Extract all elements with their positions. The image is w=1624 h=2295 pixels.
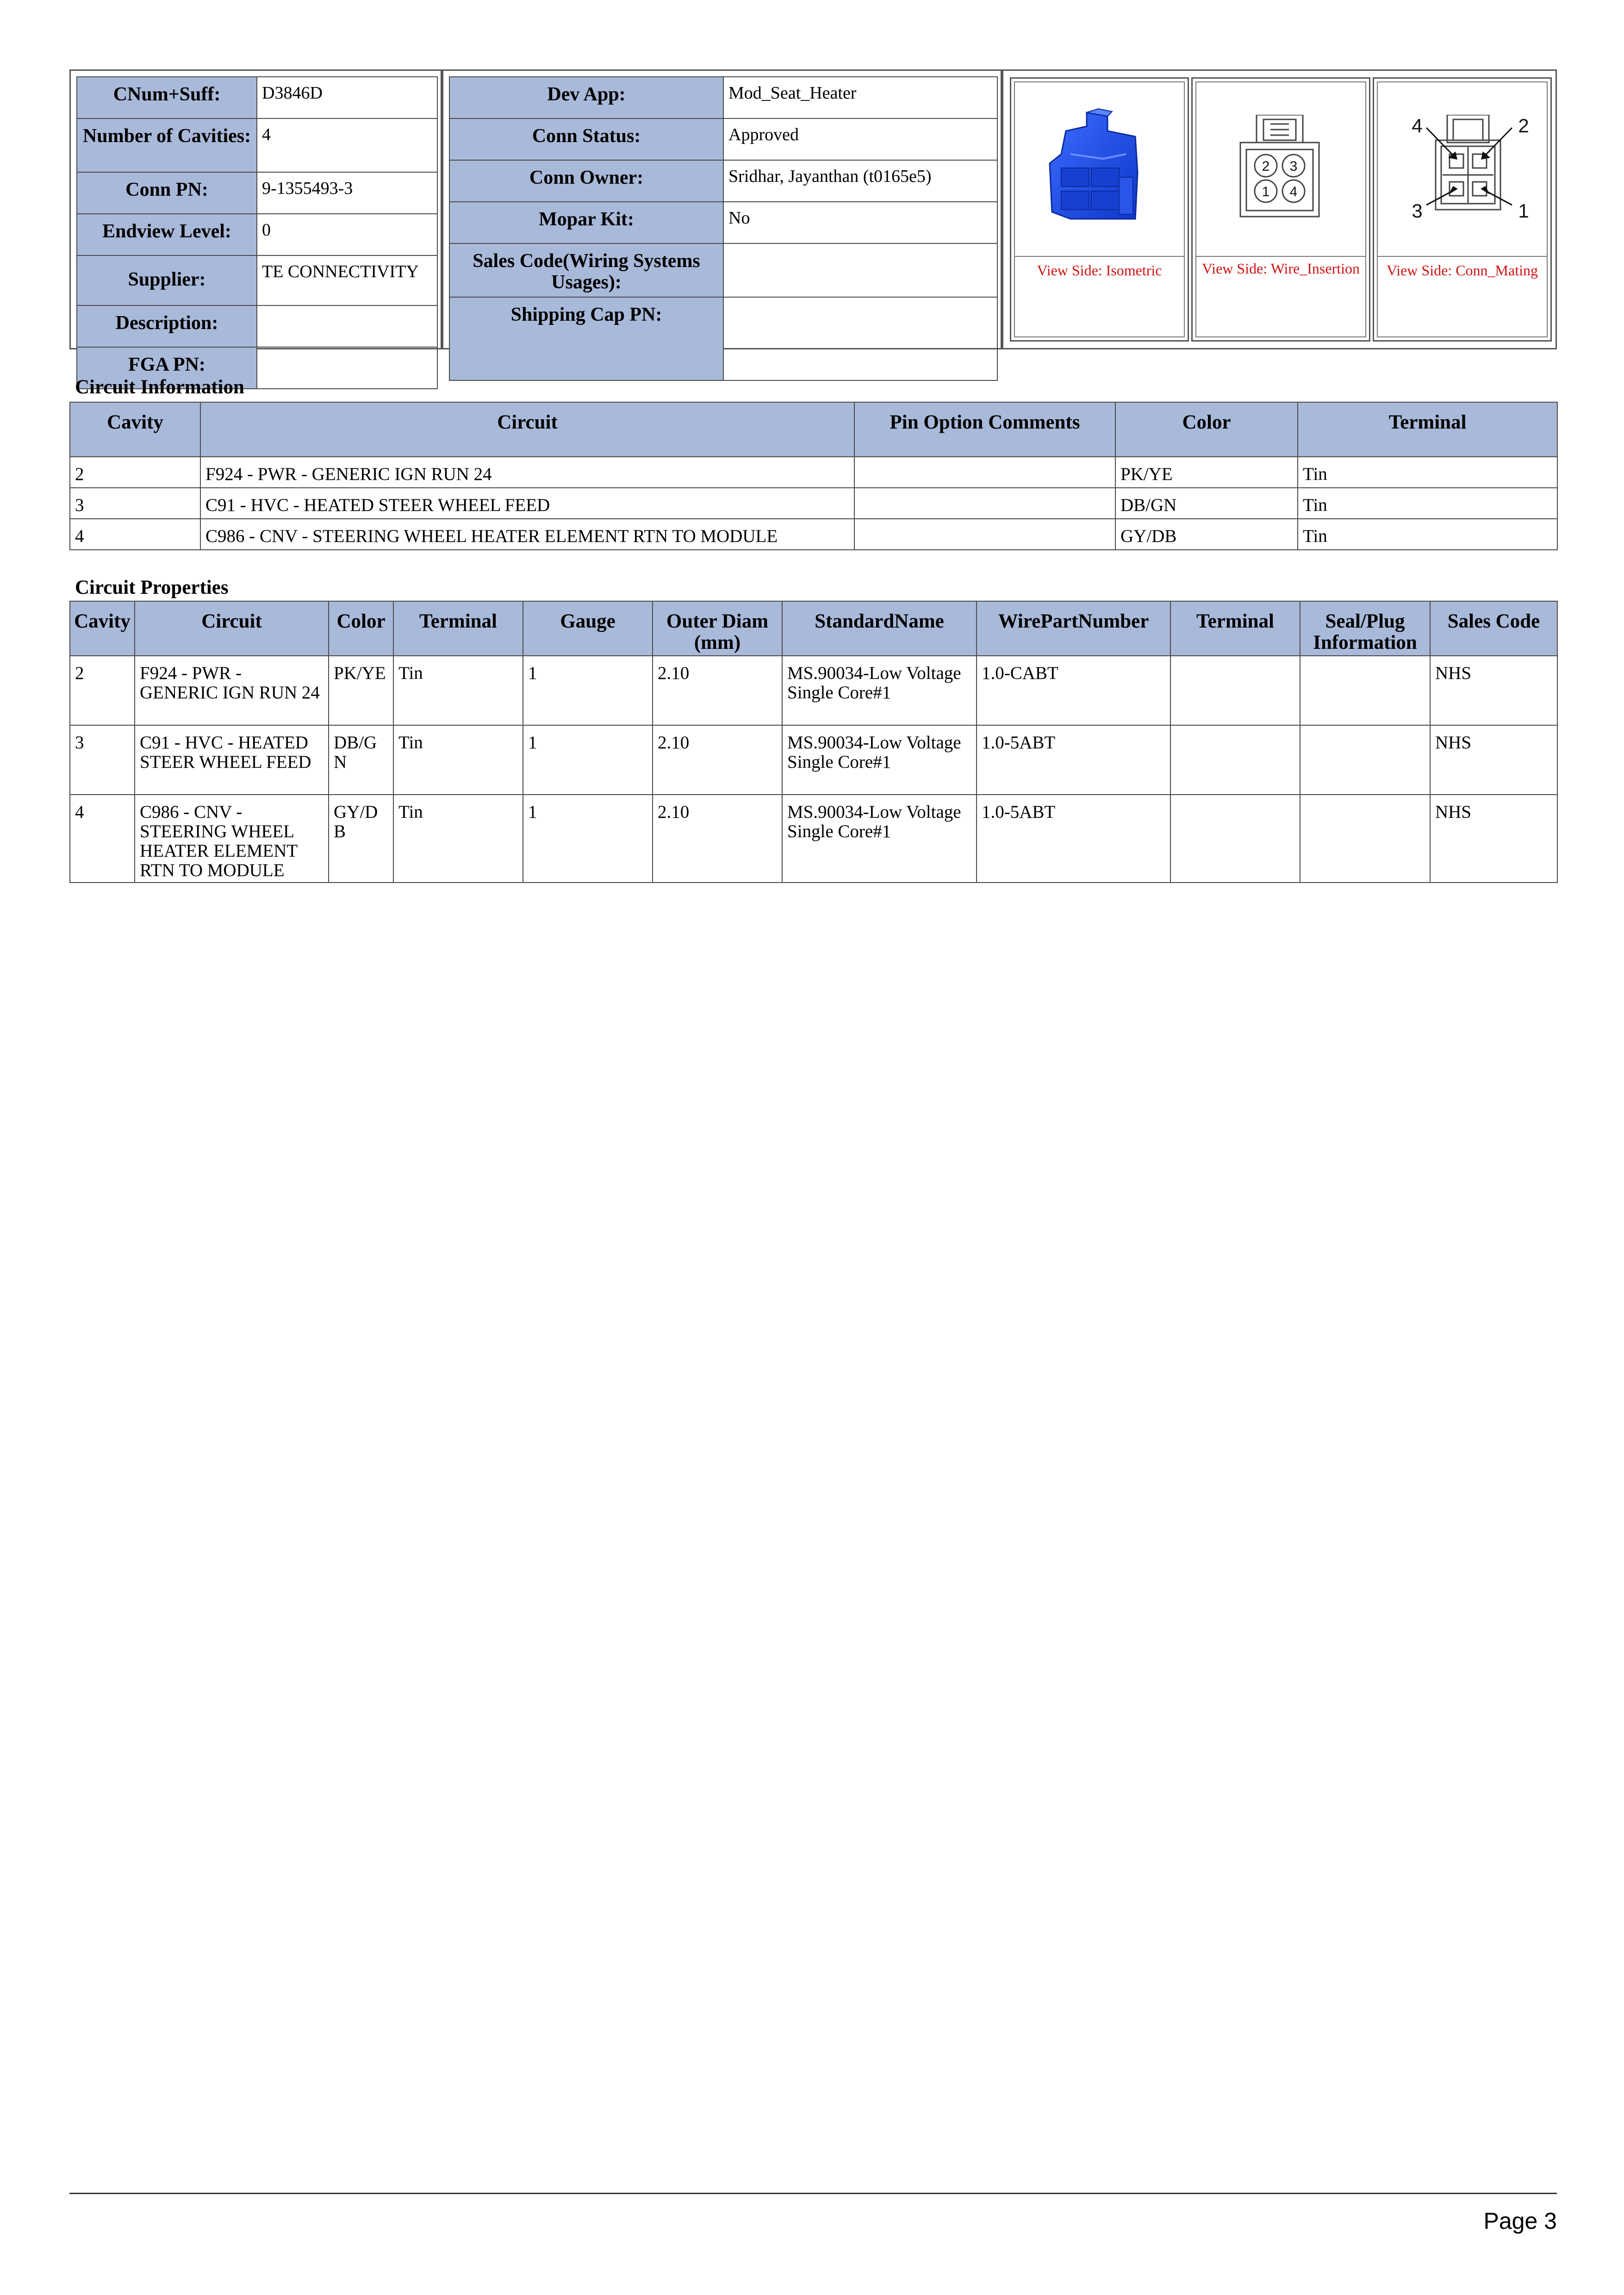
conn-pn-value: 9-1355493-3 <box>257 172 437 214</box>
cp-cell: 1.0-5ABT <box>977 795 1170 883</box>
cp-cell: 1 <box>523 725 653 795</box>
sales-code-label: Sales Code(Wiring Systems Usages): <box>449 243 723 297</box>
cp-header-sales-code: Sales Code <box>1430 601 1557 656</box>
cp-cell: 4 <box>70 795 135 883</box>
ci-cell: 4 <box>70 519 200 550</box>
wire-cavity-2-label: 2 <box>1262 159 1270 174</box>
cp-header-terminal-2: Terminal <box>1170 601 1300 656</box>
connector-info-box <box>69 69 442 375</box>
cp-header-wire-part-number: WirePartNumber <box>977 601 1170 656</box>
cp-cell: MS.90034-Low Voltage Single Core#1 <box>782 795 977 883</box>
cp-cell: C91 - HVC - HEATED STEER WHEEL FEED <box>135 725 329 795</box>
ci-header-cavity: Cavity <box>70 402 200 457</box>
circuit-information-title: Circuit Information <box>75 376 244 398</box>
table-row <box>70 725 1557 795</box>
ci-cell: Tin <box>1298 519 1557 550</box>
table-row <box>70 795 1557 883</box>
wire-cavity-4-label: 4 <box>1289 184 1298 199</box>
view-conn-mating-caption: View Side: Conn_Mating <box>1387 262 1538 279</box>
ci-cell: PK/YE <box>1115 457 1298 488</box>
view-isometric-caption: View Side: Isometric <box>1037 262 1162 279</box>
cp-header-standard-name: StandardName <box>782 601 977 656</box>
connector-isometric-icon <box>1043 108 1149 228</box>
app-row-conn-status <box>449 118 997 160</box>
cnum-value: D3846D <box>257 77 437 118</box>
cp-cell: NHS <box>1430 725 1557 795</box>
cp-cell: DB/GN <box>329 725 393 795</box>
info-row-cavities <box>77 118 437 172</box>
cavities-value: 4 <box>257 118 437 172</box>
cp-cell: NHS <box>1430 656 1557 725</box>
dev-app-label: Dev App: <box>449 77 723 118</box>
ci-cell: C986 - CNV - STEERING WHEEL HEATER ELEMENT RTN TO MODULE <box>200 519 854 550</box>
cp-cell: Tin <box>393 795 523 883</box>
cavities-label: Number of Cavities: <box>77 118 257 172</box>
cnum-label: CNum+Suff: <box>77 77 257 118</box>
cp-cell: NHS <box>1430 795 1557 883</box>
cp-cell: MS.90034-Low Voltage Single Core#1 <box>782 725 977 795</box>
cp-cell: PK/YE <box>329 656 393 725</box>
conn-status-label: Conn Status: <box>449 118 723 160</box>
info-row-description <box>77 305 437 347</box>
view-isometric <box>1010 77 1189 342</box>
wire-cavity-1-label: 1 <box>1262 184 1270 199</box>
cp-cell: MS.90034-Low Voltage Single Core#1 <box>782 656 977 725</box>
conn-status-value: Approved <box>723 118 997 160</box>
info-row-supplier <box>77 255 437 305</box>
cp-header-circuit: Circuit <box>135 601 329 656</box>
table-row <box>70 656 1557 725</box>
circuit-properties-header <box>70 601 1557 656</box>
cp-cell: Tin <box>393 725 523 795</box>
ci-cell <box>854 488 1115 519</box>
ci-cell <box>854 519 1115 550</box>
cp-cell: 1.0-5ABT <box>977 725 1170 795</box>
ci-header-circuit: Circuit <box>200 402 854 457</box>
cp-cell <box>1170 795 1300 883</box>
cp-cell: Tin <box>393 656 523 725</box>
ci-cell: 2 <box>70 457 200 488</box>
ci-header-terminal: Terminal <box>1298 402 1557 457</box>
circuit-properties-title: Circuit Properties <box>75 577 229 598</box>
cp-cell <box>1300 656 1430 725</box>
mopar-kit-value: No <box>723 202 997 243</box>
endview-label: Endview Level: <box>77 214 257 255</box>
ci-cell: Tin <box>1298 488 1557 519</box>
ci-header-color: Color <box>1115 402 1298 457</box>
mating-cavity-4-label: 4 <box>1412 115 1423 137</box>
cp-cell <box>1170 656 1300 725</box>
circuit-information-table <box>69 402 1558 550</box>
wire-cavity-3-label: 3 <box>1289 159 1298 174</box>
app-row-shipping-cap <box>449 297 997 380</box>
info-row-cnum <box>77 77 437 118</box>
cp-header-gauge: Gauge <box>523 601 653 656</box>
connector-views-box <box>1002 69 1557 349</box>
ci-cell: C91 - HVC - HEATED STEER WHEEL FEED <box>200 488 854 519</box>
cp-cell: C986 - CNV - STEERING WHEEL HEATER ELEMENT RTN TO MODULE <box>135 795 329 883</box>
cp-cell: 1 <box>523 656 653 725</box>
cp-header-color: Color <box>329 601 393 656</box>
cp-cell: 2.10 <box>653 795 782 883</box>
shipping-cap-value <box>723 297 997 380</box>
connector-app-table <box>449 76 998 381</box>
fga-pn-value <box>257 347 437 389</box>
cp-header-cavity: Cavity <box>70 601 135 656</box>
cp-cell: 2 <box>70 656 135 725</box>
view-conn-mating <box>1373 77 1552 342</box>
mating-cavity-3-label: 3 <box>1412 200 1423 222</box>
shipping-cap-label: Shipping Cap PN: <box>449 297 723 380</box>
mopar-kit-label: Mopar Kit: <box>449 202 723 243</box>
app-row-conn-owner <box>449 160 997 202</box>
ci-cell: 3 <box>70 488 200 519</box>
view-wire-insertion-caption: View Side: Wire_Insertion <box>1201 260 1360 277</box>
cp-cell: 2.10 <box>653 725 782 795</box>
circuit-properties-table <box>69 601 1558 883</box>
description-label: Description: <box>77 305 257 347</box>
ci-header-pin-option: Pin Option Comments <box>854 402 1115 457</box>
cp-cell: F924 - PWR - GENERIC IGN RUN 24 <box>135 656 329 725</box>
info-row-conn-pn <box>77 172 437 214</box>
ci-cell: Tin <box>1298 457 1557 488</box>
ci-cell: GY/DB <box>1115 519 1298 550</box>
cp-cell: 1.0-CABT <box>977 656 1170 725</box>
app-row-dev-app <box>449 77 997 118</box>
cp-header-outer-diam: Outer Diam (mm) <box>653 601 782 656</box>
mating-cavity-1-label: 1 <box>1518 200 1529 222</box>
connector-wire-insertion-icon <box>1238 115 1331 226</box>
ci-cell: F924 - PWR - GENERIC IGN RUN 24 <box>200 457 854 488</box>
circuit-information-header <box>70 402 1557 457</box>
cp-header-seal-plug: Seal/Plug Information <box>1300 601 1430 656</box>
conn-pn-label: Conn PN: <box>77 172 257 214</box>
cp-cell: 1 <box>523 795 653 883</box>
description-value <box>257 305 437 347</box>
app-row-sales-code <box>449 243 997 297</box>
table-row <box>70 457 1557 488</box>
dev-app-value: Mod_Seat_Heater <box>723 77 997 118</box>
cp-header-terminal: Terminal <box>393 601 523 656</box>
info-row-endview <box>77 214 437 255</box>
app-row-mopar-kit <box>449 202 997 243</box>
page-number: Page 3 <box>1483 2208 1557 2234</box>
footer-divider <box>69 2193 1557 2194</box>
cp-cell <box>1300 795 1430 883</box>
cp-cell <box>1300 725 1430 795</box>
mating-cavity-2-label: 2 <box>1518 115 1529 137</box>
cp-cell <box>1170 725 1300 795</box>
connector-mating-icon <box>1389 115 1542 226</box>
sales-code-value <box>723 243 997 297</box>
conn-owner-value: Sridhar, Jayanthan (t0165e5) <box>723 160 997 202</box>
supplier-label: Supplier: <box>77 255 257 305</box>
supplier-value: TE CONNECTIVITY <box>257 255 437 305</box>
view-wire-insertion <box>1191 77 1370 342</box>
ci-cell: DB/GN <box>1115 488 1298 519</box>
connector-info-table <box>76 76 438 389</box>
table-row <box>70 488 1557 519</box>
cp-cell: GY/DB <box>329 795 393 883</box>
connector-app-box <box>442 69 1002 349</box>
ci-cell <box>854 457 1115 488</box>
endview-value: 0 <box>257 214 437 255</box>
table-row <box>70 519 1557 550</box>
cp-cell: 3 <box>70 725 135 795</box>
fga-pn-label: FGA PN: <box>77 347 257 389</box>
cp-cell: 2.10 <box>653 656 782 725</box>
conn-owner-label: Conn Owner: <box>449 160 723 202</box>
